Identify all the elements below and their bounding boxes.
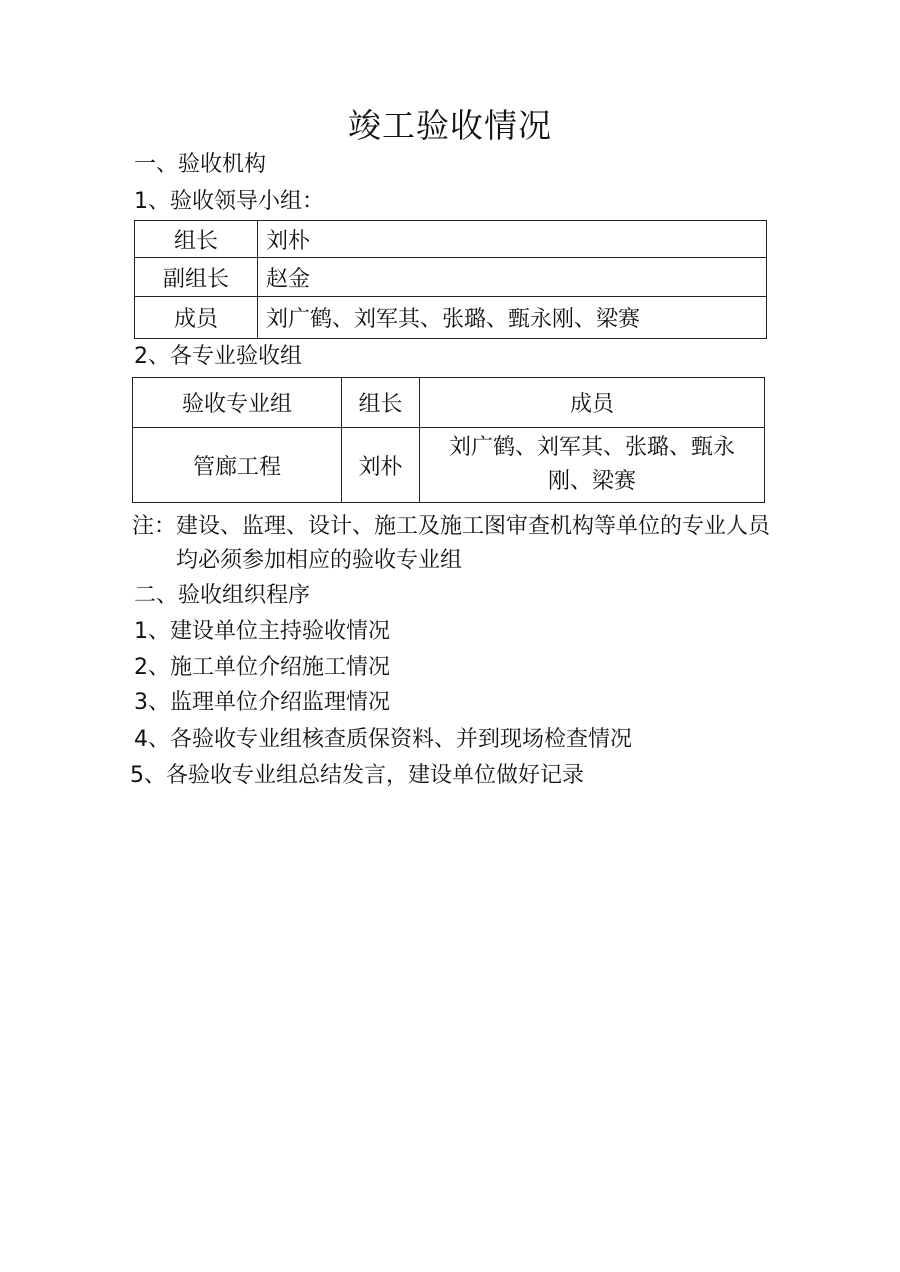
table-row (133, 428, 765, 503)
page-title: 竣工验收情况 (348, 106, 552, 145)
group-cell: 管廊工程 (133, 428, 342, 503)
names-cell: 刘朴 (258, 221, 767, 258)
subheading-professional-groups: 2、各专业验收组 (134, 344, 302, 369)
list-item: 4、各验收专业组核查质保资料、并到现场检查情况 (134, 727, 632, 752)
leadership-table (134, 220, 767, 339)
header-group: 验收专业组 (133, 378, 342, 428)
table-row (135, 297, 767, 339)
leader-cell: 刘朴 (342, 428, 420, 503)
table-header-row (133, 378, 765, 428)
list-item: 2、施工单位介绍施工情况 (134, 655, 390, 680)
members-cell: 刘广鹤、刘军其、张璐、甄永刚、梁赛 (420, 428, 765, 503)
subheading-leadership-group: 1、验收领导小组： (134, 189, 324, 214)
note (132, 510, 772, 578)
professional-groups-table (132, 377, 765, 503)
header-leader: 组长 (342, 378, 420, 428)
role-cell: 组长 (135, 221, 258, 258)
note-label: 注： (132, 514, 177, 539)
names-cell: 赵金 (258, 258, 767, 297)
header-members: 成员 (420, 378, 765, 428)
section-heading-procedure: 二、验收组织程序 (134, 583, 311, 608)
table-row (135, 221, 767, 258)
list-item: 3、监理单位介绍监理情况 (134, 690, 390, 715)
list-item: 5、各验收专业组总结发言，建设单位做好记录 (130, 763, 584, 788)
note-text: 建设、监理、设计、施工及施工图审查机构等单位的专业人员均必须参加相应的验收专业组 (176, 514, 771, 573)
names-cell: 刘广鹤、刘军其、张璐、甄永刚、梁赛 (258, 297, 767, 339)
list-item: 1、建设单位主持验收情况 (134, 619, 390, 644)
role-cell: 成员 (135, 297, 258, 339)
table-row (135, 258, 767, 297)
role-cell: 副组长 (135, 258, 258, 297)
section-heading-organization: 一、验收机构 (134, 152, 267, 177)
